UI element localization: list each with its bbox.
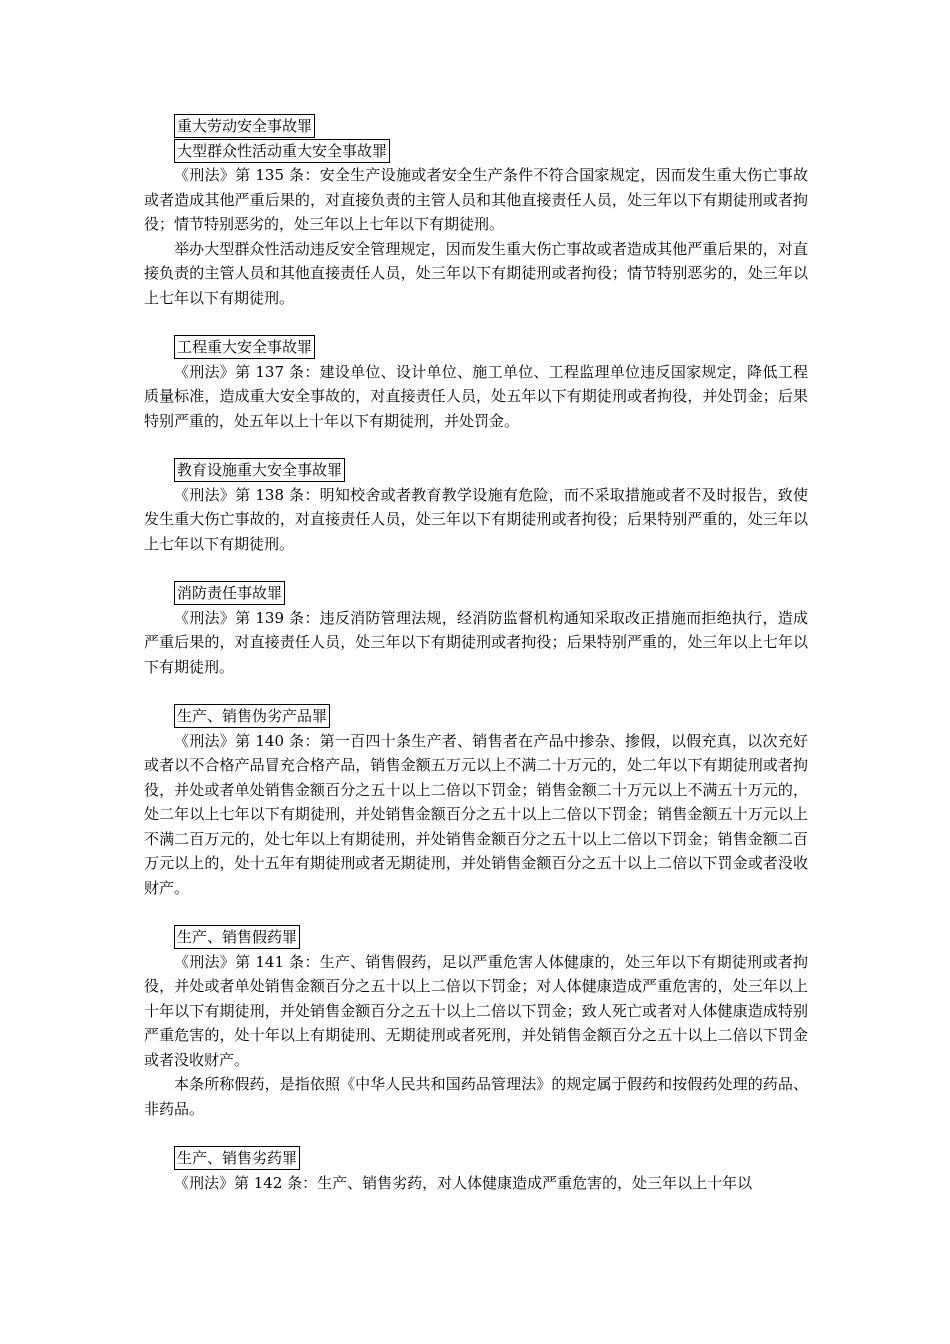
section-fire-safety bbox=[144, 581, 808, 679]
section-inferior-drugs bbox=[144, 1146, 808, 1195]
section-fake-products bbox=[144, 704, 808, 900]
law-paragraph: 《刑法》第 135 条：安全生产设施或者安全生产条件不符合国家规定，因而发生重大伤亡事故或者造成其他严重后果的，对直接负责的主管人员和其他直接责任人员，处三年以下有期徒刑或者拘役；情节特别恶劣的，处三年以上七年以下有期徒刑。 bbox=[144, 166, 808, 233]
section-title: 生产、销售劣药罪 bbox=[174, 1146, 300, 1170]
section-title: 生产、销售伪劣产品罪 bbox=[174, 704, 330, 728]
law-paragraph: 《刑法》第 142 条：生产、销售劣药，对人体健康造成严重危害的，处三年以上十年以 bbox=[174, 1173, 753, 1192]
section-title: 大型群众性活动重大安全事故罪 bbox=[174, 139, 390, 163]
section-education-safety bbox=[144, 458, 808, 556]
law-paragraph: 举办大型群众性活动违反安全管理规定，因而发生重大伤亡事故或者造成其他严重后果的，对直接负责的主管人员和其他直接责任人员，处三年以下有期徒刑或者拘役；情节特别恶劣的，处三年以上七年以下有期徒刑。 bbox=[144, 239, 808, 307]
section-title: 消防责任事故罪 bbox=[174, 581, 285, 605]
law-paragraph: 本条所称假药，是指依照《中华人民共和国药品管理法》的规定属于假药和按假药处理的药品、非药品。 bbox=[144, 1075, 808, 1118]
section-title: 工程重大安全事故罪 bbox=[174, 335, 315, 359]
section-fake-drugs bbox=[144, 925, 808, 1121]
law-paragraph: 《刑法》第 138 条：明知校舍或者教育教学设施有危险，而不采取措施或者不及时报告，致使发生重大伤亡事故的，对直接责任人员，处三年以下有期徒刑或者拘役；后果特别严重的，处三年以上七年以下有期徒刑。 bbox=[144, 485, 808, 553]
law-paragraph: 《刑法》第 141 条：生产、销售假药，足以严重危害人体健康的，处三年以下有期徒刑或者拘役，并处或者单处销售金额百分之五十以上二倍以下罚金；对人体健康造成严重危害的，处三年以上十年以下有期徒刑，并处销售金额百分之五十以上二倍以下罚金；致人死亡或者对人体健康造成特别严重危害的，处十年以上有期徒刑、无期徒刑或者死刑，并处销售金额百分之五十以上二倍以下罚金或者没收财产。 bbox=[144, 952, 808, 1069]
section-labor-safety bbox=[144, 114, 808, 310]
section-engineering-safety bbox=[144, 335, 808, 433]
section-title: 重大劳动安全事故罪 bbox=[174, 114, 315, 138]
law-paragraph: 《刑法》第 139 条：违反消防管理法规，经消防监督机构通知采取改正措施而拒绝执行，造成严重后果的，对直接责任人员，处三年以下有期徒刑或者拘役；后果特别严重的，处三年以上七年以下有期徒刑。 bbox=[144, 608, 808, 676]
document-page bbox=[144, 114, 808, 1195]
law-paragraph: 《刑法》第 140 条：第一百四十条生产者、销售者在产品中掺杂、掺假，以假充真，以次充好或者以不合格产品冒充合格产品，销售金额五万元以上不满二十万元的，处二年以下有期徒刑或者拘役，并处或者单处销售金额百分之五十以上二倍以下罚金；销售金额二十万元以上不满五十万元的，处二年以上七年以下有期徒刑，并处销售金额百分之五十以上二倍以下罚金；销售金额五十万元以上不满二百万元的，处七年以上有期徒刑，并处销售金额百分之五十以上二倍以下罚金；销售金额二百万元以上的，处十五年有期徒刑或者无期徒刑，并处销售金额百分之五十以上二倍以下罚金或者没收财产。 bbox=[144, 731, 808, 897]
law-paragraph: 《刑法》第 137 条：建设单位、设计单位、施工单位、工程监理单位违反国家规定，降低工程质量标准，造成重大安全事故的，对直接责任人员，处五年以下有期徒刑或者拘役，并处罚金；后果特别严重的，处五年以上十年以下有期徒刑，并处罚金。 bbox=[144, 362, 808, 430]
section-title: 教育设施重大安全事故罪 bbox=[174, 458, 345, 482]
section-title: 生产、销售假药罪 bbox=[174, 925, 300, 949]
